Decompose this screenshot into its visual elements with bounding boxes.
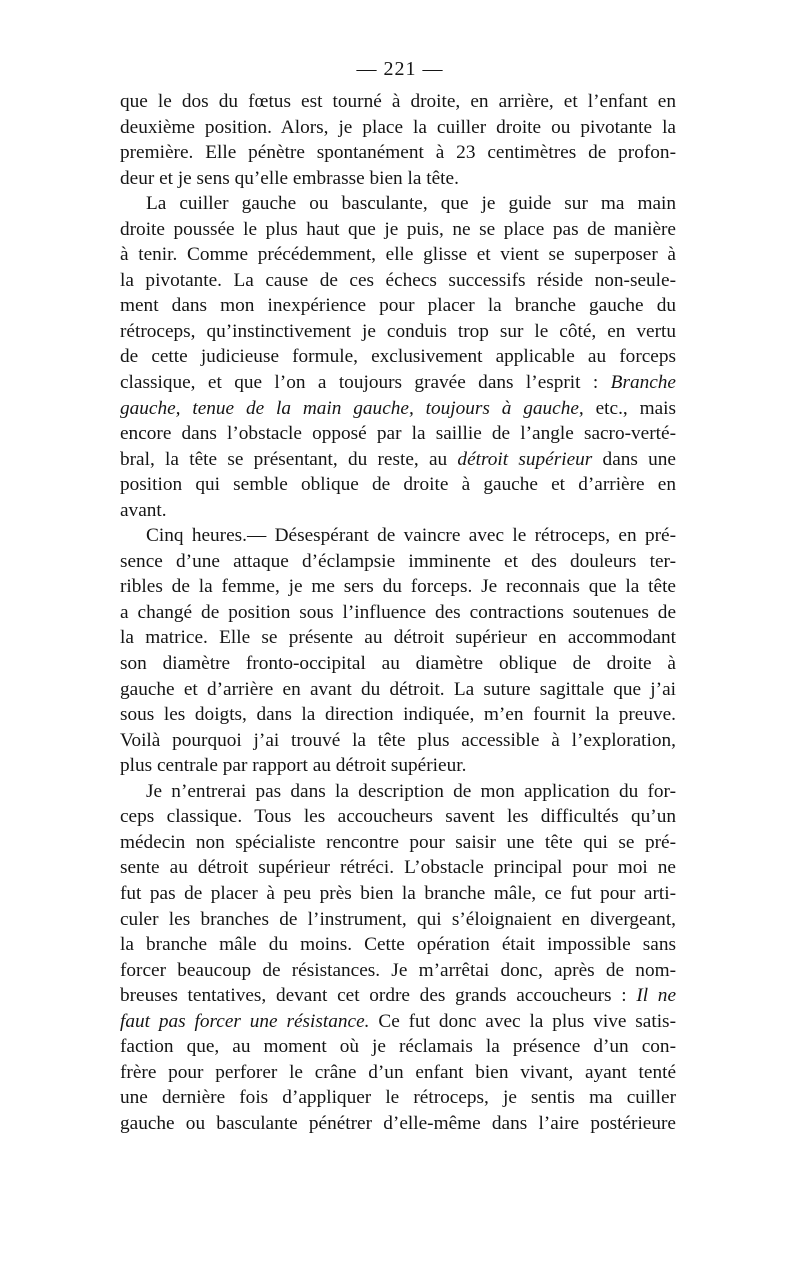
text-line: Voilà pourquoi j’ai trouvé la tête plus accessible à l’exploration, [120,729,676,751]
text-line: rétroceps, qu’instinctivement je conduis trop sur le côté, en vertu [120,320,676,342]
text-line [120,1009,676,1035]
text-line: première. Elle pénètre spontanément à 23 centimètres de profon- [120,142,676,164]
text-run: dans une [592,448,676,470]
text-line: plus centrale par rapport au détroit supérieur. [120,755,467,777]
text-line: ment dans mon inexpérience pour placer la branche gauche du [120,295,676,317]
text-line: une dernière fois d’appliquer le rétroceps, je sentis ma cuiller [120,1087,676,1109]
text-run: classique, et que l’on a toujours gravée dans l’esprit : [120,372,611,394]
text-line [120,447,676,473]
text-line: que le dos du fœtus est tourné à droite, en arrière, et l’enfant en [120,91,676,112]
text-line: sente au détroit supérieur rétréci. L’obstacle principal pour moi ne [120,857,676,879]
text-line: Cinq heures.— Désespérant de vaincre avec le rétroceps, en pré- [146,525,676,547]
text-line: fut pas de placer à peu près bien la branche mâle, ce fut pour arti- [120,882,676,904]
paragraph-3 [120,523,676,778]
text-line: avant. [120,499,167,521]
paragraph-4 [120,779,676,1137]
text-line: a changé de position sous l’influence des contractions soutenues de [120,601,676,623]
text-line: deur et je sens qu’elle embrasse bien la tête. [120,167,459,189]
text-line [120,396,676,422]
text-line: la matrice. Elle se présente au détroit supérieur en accommodant [120,627,676,649]
text-line: ribles de la femme, je me sers du forceps. Je reconnais que la tête [120,576,676,598]
text-line: gauche ou basculante pénétrer d’elle-même dans l’aire postérieure [120,1112,676,1134]
text-run: breuses tentatives, devant cet ordre des grands accoucheurs : [120,985,637,1007]
paragraph-1 [120,89,676,191]
text-line: sence d’une attaque d’éclampsie imminente et des douleurs ter- [120,550,676,572]
text-line: culer les branches de l’instrument, qui s’éloignaient en divergeant, [120,908,676,930]
italic-term: détroit supérieur [457,448,593,470]
paragraph-2 [120,191,676,523]
body-text [120,89,676,1136]
text-line [120,370,676,396]
italic-quote: Branche [610,372,676,394]
text-line: encore dans l’obstacle opposé par la saillie de l’angle sacro-verté- [120,423,676,445]
text-line: de cette judicieuse formule, exclusivement applicable au forceps [120,346,676,368]
text-line: deuxième position. Alors, je place la cuiller droite ou pivotante la [120,116,676,138]
text-line: La cuiller gauche ou basculante, que je guide sur ma main [146,193,676,215]
text-line: gauche et d’arrière en avant du détroit. La suture sagittale que j’ai [120,678,676,700]
text-line: sous les doigts, dans la direction indiquée, m’en fournit la preuve. [120,704,676,726]
italic-quote: Il ne [636,985,677,1007]
italic-quote: faut pas forcer une résistance. [120,1010,370,1032]
text-line: forcer beaucoup de résistances. Je m’arrêtai donc, après de nom- [120,959,676,981]
text-line: faction que, au moment où je réclamais la présence d’un con- [120,1036,676,1058]
text-line: Je n’entrerai pas dans la description de mon application du for- [146,780,676,802]
text-line: médecin non spécialiste rencontre pour saisir une tête qui se pré- [120,831,676,853]
page-number: — 221 — [356,58,444,80]
text-line: à tenir. Comme précédemment, elle glisse et vient se superposer à [120,244,676,266]
italic-quote: gauche, tenue de la main gauche, toujours à gauche, [120,397,584,419]
text-line: son diamètre fronto-occipital au diamètre oblique de droite à [120,653,676,675]
text-line [120,983,676,1009]
text-run: bral, la tête se présentant, du reste, au [120,448,458,470]
text-run: etc., mais [583,397,677,419]
text-line: droite poussée le plus haut que je puis, ne se place pas de manière [120,218,676,240]
text-run: Ce fut donc avec la plus vive satis- [369,1010,676,1032]
text-line: position qui semble oblique de droite à gauche et d’arrière en [120,474,676,496]
text-line: la pivotante. La cause de ces échecs successifs réside non-seule- [120,269,676,291]
text-line: ceps classique. Tous les accoucheurs savent les difficultés qu’un [120,806,676,828]
text-line: frère pour perforer le crâne d’un enfant bien vivant, ayant tenté [120,1061,676,1083]
text-line: la branche mâle du moins. Cette opération était impossible sans [120,934,676,956]
